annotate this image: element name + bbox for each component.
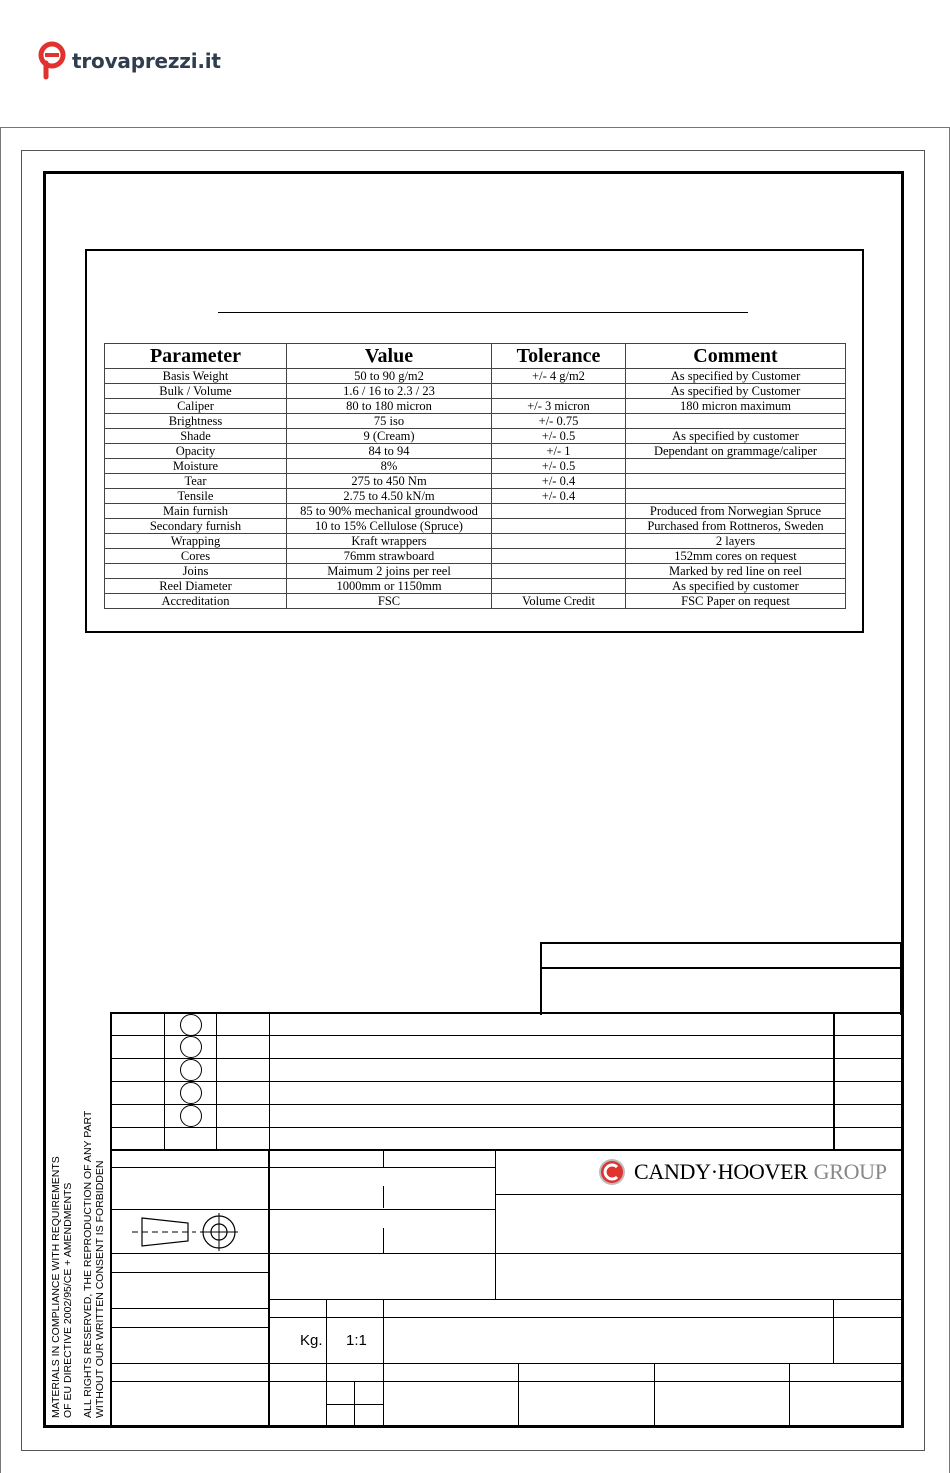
cell-parameter: Shade bbox=[105, 429, 287, 444]
revision-row-line bbox=[110, 1104, 903, 1105]
cell-value: 2.75 to 4.50 kN/m bbox=[287, 489, 492, 504]
cell-parameter: Basis Weight bbox=[105, 369, 287, 384]
cell-parameter: Joins bbox=[105, 564, 287, 579]
mid-cell-line bbox=[268, 1209, 495, 1210]
mid-cell-line bbox=[268, 1363, 903, 1364]
cell-value: 10 to 15% Cellulose (Spruce) bbox=[287, 519, 492, 534]
price-tag-icon bbox=[38, 41, 68, 81]
mid-cell-line bbox=[268, 1381, 903, 1382]
cell-value: 80 to 180 micron bbox=[287, 399, 492, 414]
mid-cell-line bbox=[833, 1299, 834, 1363]
mid-cell-line bbox=[268, 1167, 495, 1168]
mid-cell-line bbox=[326, 1404, 383, 1405]
candy-hoover-emblem-icon bbox=[598, 1158, 626, 1186]
cell-value: 50 to 90 g/m2 bbox=[287, 369, 492, 384]
logo-text: trovaprezzi.it bbox=[72, 49, 221, 73]
left-cell-line bbox=[110, 1381, 268, 1382]
left-cell-line bbox=[110, 1363, 268, 1364]
candy-hoover-logo bbox=[598, 1157, 887, 1187]
table-row bbox=[105, 489, 846, 504]
mid-cell-line bbox=[383, 1186, 384, 1208]
cell-parameter: Tear bbox=[105, 474, 287, 489]
revision-row-line bbox=[110, 1081, 903, 1082]
cell-tolerance bbox=[492, 534, 626, 549]
table-row bbox=[105, 594, 846, 609]
revision-marker-circle bbox=[180, 1059, 202, 1081]
spec-table-header bbox=[105, 344, 846, 369]
cell-tolerance: +/- 1 bbox=[492, 444, 626, 459]
cell-value: 8% bbox=[287, 459, 492, 474]
cell-parameter: Main furnish bbox=[105, 504, 287, 519]
cell-tolerance: +/- 4 g/m2 bbox=[492, 369, 626, 384]
table-row bbox=[105, 549, 846, 564]
left-cell-line bbox=[110, 1308, 268, 1309]
cell-comment: 180 micron maximum bbox=[626, 399, 846, 414]
table-row bbox=[105, 414, 846, 429]
cell-comment bbox=[626, 489, 846, 504]
revision-marker-circle bbox=[180, 1082, 202, 1104]
cell-comment bbox=[626, 414, 846, 429]
revision-marker-circle bbox=[180, 1014, 202, 1036]
notes-box-divider bbox=[540, 967, 902, 969]
title-block-divider bbox=[268, 1150, 270, 1428]
trovaprezzi-logo[interactable] bbox=[38, 40, 221, 82]
revision-marker-circle bbox=[180, 1105, 202, 1127]
cell-value: 84 to 94 bbox=[287, 444, 492, 459]
rights-notice: ALL RIGHTS RESERVED, THE REPRODUCTION OF ANY PART WITHOUT OUR WRITTEN CONSENT IS FORBIDDEN bbox=[82, 1110, 106, 1418]
mid-cell-line bbox=[383, 1150, 384, 1168]
cell-parameter: Accreditation bbox=[105, 594, 287, 609]
cell-comment: As specified by customer bbox=[626, 429, 846, 444]
cell-value: 75 iso bbox=[287, 414, 492, 429]
cell-parameter: Bulk / Volume bbox=[105, 384, 287, 399]
cell-comment bbox=[626, 459, 846, 474]
table-row bbox=[105, 384, 846, 399]
revision-row-line bbox=[110, 1058, 903, 1059]
mid-cell-line bbox=[268, 1253, 495, 1254]
cell-tolerance bbox=[492, 564, 626, 579]
cell-parameter: Reel Diameter bbox=[105, 579, 287, 594]
column-header-comment: Comment bbox=[626, 344, 846, 369]
revision-col-line bbox=[164, 1012, 165, 1150]
cell-value: 1000mm or 1150mm bbox=[287, 579, 492, 594]
mid-cell-line bbox=[495, 1150, 496, 1300]
cell-tolerance bbox=[492, 384, 626, 399]
cell-comment: 2 layers bbox=[626, 534, 846, 549]
cell-comment: Dependant on grammage/caliper bbox=[626, 444, 846, 459]
title-rule bbox=[218, 312, 748, 313]
table-row bbox=[105, 564, 846, 579]
cell-parameter: Moisture bbox=[105, 459, 287, 474]
cell-comment: FSC Paper on request bbox=[626, 594, 846, 609]
mid-cell-line bbox=[495, 1253, 903, 1254]
cell-comment: Marked by red line on reel bbox=[626, 564, 846, 579]
mid-cell-line bbox=[518, 1363, 519, 1428]
mid-cell-line bbox=[654, 1363, 655, 1428]
company-name: CANDY·HOOVER GROUP bbox=[634, 1159, 887, 1184]
column-header-parameter: Parameter bbox=[105, 344, 287, 369]
revision-row-line bbox=[110, 1035, 903, 1036]
cell-comment: As specified by Customer bbox=[626, 384, 846, 399]
table-row bbox=[105, 579, 846, 594]
cell-tolerance: Volume Credit bbox=[492, 594, 626, 609]
table-row bbox=[105, 504, 846, 519]
cell-value: Kraft wrappers bbox=[287, 534, 492, 549]
cell-tolerance bbox=[492, 579, 626, 594]
revision-table-bottom bbox=[110, 1149, 903, 1151]
compliance-notice: MATERIALS IN COMPLIANCE WITH REQUIREMENTS OF EU DIRECTIVE 2002/95/CE + AMENDMENTS bbox=[50, 1156, 74, 1418]
mid-cell-line bbox=[268, 1317, 903, 1318]
cell-value: 275 to 450 Nm bbox=[287, 474, 492, 489]
table-row bbox=[105, 399, 846, 414]
cell-parameter: Tensile bbox=[105, 489, 287, 504]
table-row bbox=[105, 444, 846, 459]
cell-tolerance: +/- 3 micron bbox=[492, 399, 626, 414]
cell-value: 85 to 90% mechanical groundwood bbox=[287, 504, 492, 519]
spec-table bbox=[104, 343, 846, 609]
column-header-value: Value bbox=[287, 344, 492, 369]
cell-comment: 152mm cores on request bbox=[626, 549, 846, 564]
mid-cell-line bbox=[495, 1194, 903, 1195]
revision-col-line bbox=[269, 1012, 270, 1150]
weight-unit-label: Kg. bbox=[300, 1332, 323, 1349]
scale-label: 1:1 bbox=[346, 1332, 367, 1349]
cell-parameter: Opacity bbox=[105, 444, 287, 459]
table-row bbox=[105, 519, 846, 534]
table-row bbox=[105, 429, 846, 444]
cell-tolerance bbox=[492, 504, 626, 519]
mid-cell-line bbox=[789, 1363, 790, 1428]
cell-tolerance: +/- 0.5 bbox=[492, 459, 626, 474]
table-row bbox=[105, 459, 846, 474]
column-header-tolerance: Tolerance bbox=[492, 344, 626, 369]
cell-comment bbox=[626, 474, 846, 489]
cell-value: 76mm strawboard bbox=[287, 549, 492, 564]
notes-box bbox=[540, 942, 902, 1015]
cell-parameter: Brightness bbox=[105, 414, 287, 429]
cell-value: 1.6 / 16 to 2.3 / 23 bbox=[287, 384, 492, 399]
cell-parameter: Cores bbox=[105, 549, 287, 564]
revision-marker-circle bbox=[180, 1036, 202, 1058]
revision-row-line bbox=[110, 1127, 903, 1128]
cell-tolerance bbox=[492, 519, 626, 534]
cell-tolerance: +/- 0.4 bbox=[492, 489, 626, 504]
cell-value: FSC bbox=[287, 594, 492, 609]
cell-comment: As specified by customer bbox=[626, 579, 846, 594]
left-cell-line bbox=[110, 1272, 268, 1273]
mid-cell-line bbox=[268, 1299, 903, 1300]
table-row bbox=[105, 369, 846, 384]
cell-comment: As specified by Customer bbox=[626, 369, 846, 384]
left-cell-line bbox=[110, 1327, 268, 1328]
cell-tolerance bbox=[492, 549, 626, 564]
cell-comment: Purchased from Rottneros, Sweden bbox=[626, 519, 846, 534]
cell-tolerance: +/- 0.75 bbox=[492, 414, 626, 429]
left-cell-line bbox=[110, 1167, 268, 1168]
revision-col-line bbox=[833, 1012, 835, 1150]
cell-parameter: Secondary furnish bbox=[105, 519, 287, 534]
cell-tolerance: +/- 0.5 bbox=[492, 429, 626, 444]
cell-parameter: Caliper bbox=[105, 399, 287, 414]
cell-value: Maimum 2 joins per reel bbox=[287, 564, 492, 579]
cell-comment: Produced from Norwegian Spruce bbox=[626, 504, 846, 519]
cell-parameter: Wrapping bbox=[105, 534, 287, 549]
cell-value: 9 (Cream) bbox=[287, 429, 492, 444]
table-row bbox=[105, 534, 846, 549]
projection-symbol-icon bbox=[130, 1210, 240, 1254]
cell-tolerance: +/- 0.4 bbox=[492, 474, 626, 489]
mid-cell-line bbox=[383, 1228, 384, 1253]
table-row bbox=[105, 474, 846, 489]
revision-col-line bbox=[216, 1012, 217, 1150]
